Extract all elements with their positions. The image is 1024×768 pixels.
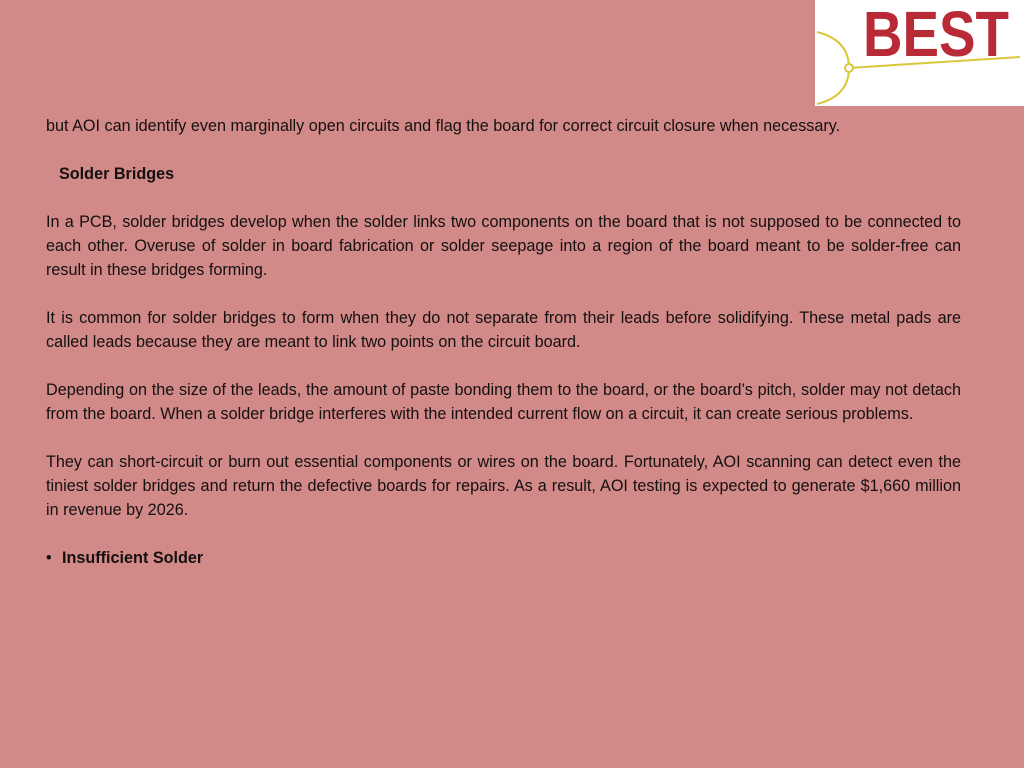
spacer	[46, 138, 961, 162]
spacer	[46, 354, 961, 378]
paragraph-3: Depending on the size of the leads, the amount of paste bonding them to the board, or the board’s pitch, solder may not detach from the board. When a solder bridge interferes with the intended current flow on a circuit, it can create serious problems.	[46, 381, 961, 423]
section-heading-solder-bridges: Solder Bridges	[59, 165, 175, 183]
bullet-marker: •	[46, 549, 52, 567]
best-logo-graphic	[815, 0, 1024, 106]
intro-paragraph: but AOI can identify even marginally open circuits and flag the board for correct circuit closure when necessary.	[46, 117, 841, 135]
spacer	[46, 186, 961, 210]
spacer	[46, 522, 961, 546]
spacer	[46, 426, 961, 450]
bullet-insufficient-solder	[46, 546, 961, 570]
paragraph-4: They can short-circuit or burn out essential components or wires on the board. Fortunately, AOI scanning can detect even the tiniest solder bridges and return the defective boards for repairs. As a result, AOI testing is expected to generate $1,660 million in revenue by 2026.	[46, 453, 961, 519]
bullet-heading: Insufficient Solder	[62, 549, 204, 567]
best-logo	[815, 0, 1024, 106]
logo-wordmark: BEST	[863, 0, 1009, 70]
article-body	[46, 114, 961, 570]
paragraph-1: In a PCB, solder bridges develop when the solder links two components on the board that is not supposed to be connected to each other. Overuse of solder in board fabrication or solder seepage into a region of the board meant to be solder-free can result in these bridges forming.	[46, 213, 961, 279]
logo-node	[845, 64, 853, 72]
paragraph-2: It is common for solder bridges to form when they do not separate from their leads before solidifying. These metal pads are called leads because they are meant to link two points on the circuit board.	[46, 309, 961, 351]
spacer	[46, 282, 961, 306]
